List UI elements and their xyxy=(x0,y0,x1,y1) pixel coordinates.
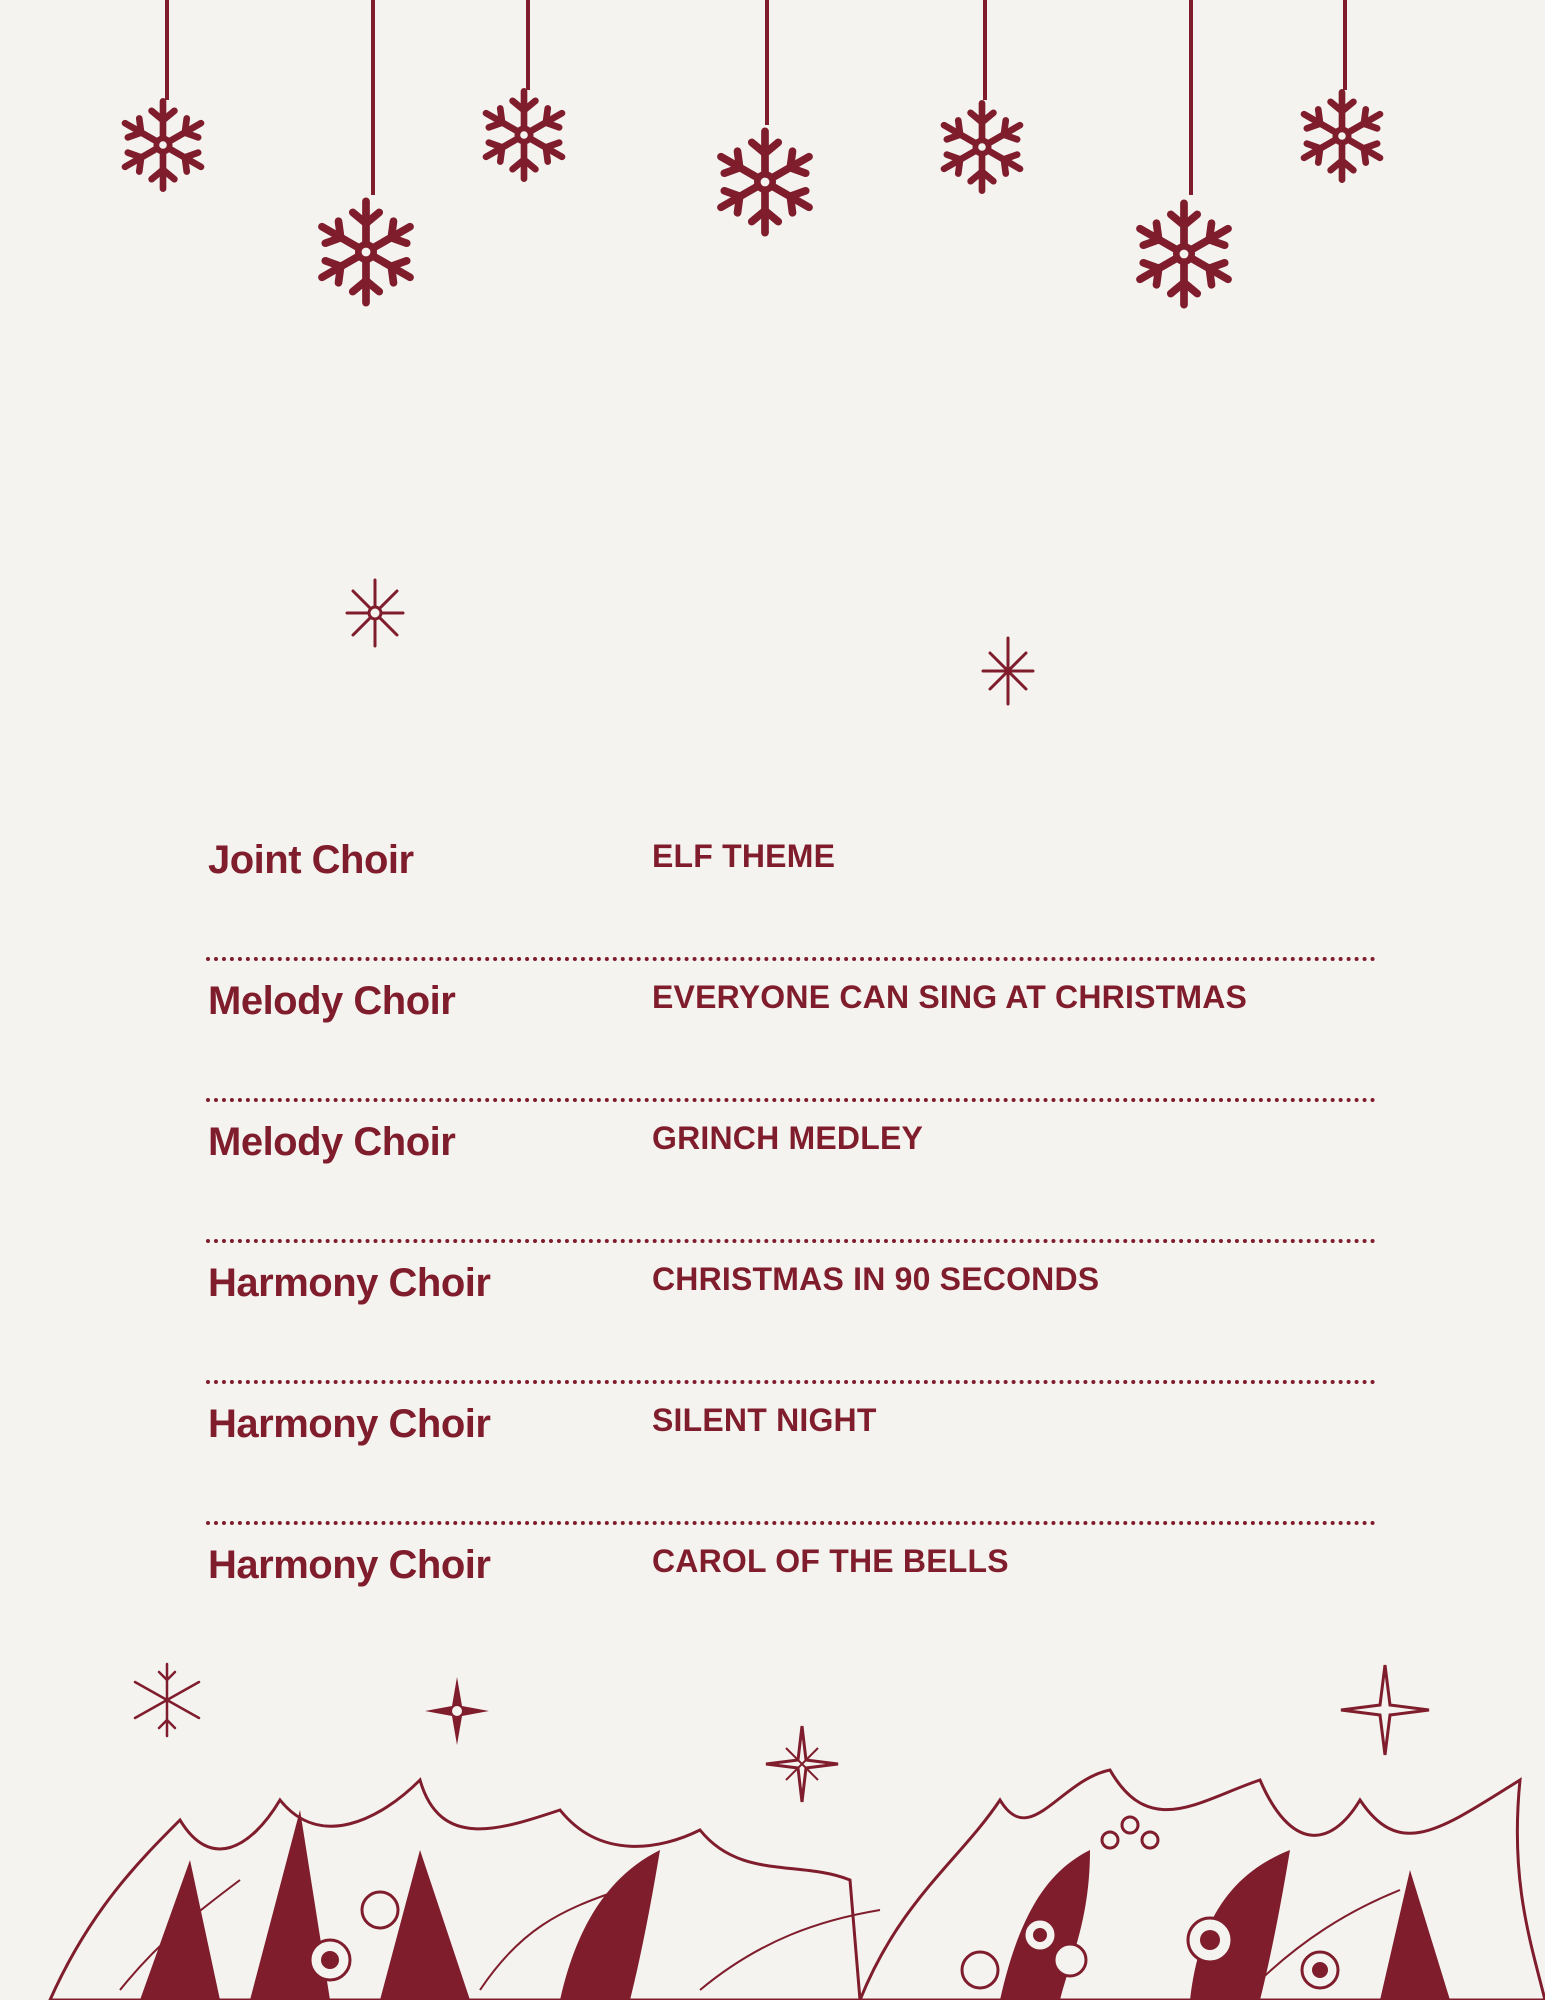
star-icon xyxy=(424,1676,490,1746)
song-title: CHRISTMAS IN 90 SECONDS xyxy=(652,1261,1100,1297)
program-row xyxy=(206,1525,1376,1666)
program-list xyxy=(206,820,1376,1666)
song-title: CAROL OF THE BELLS xyxy=(652,1543,1009,1579)
choir-name: Harmony Choir xyxy=(208,1402,491,1446)
program-row xyxy=(206,1102,1376,1243)
song-title: GRINCH MEDLEY xyxy=(652,1120,924,1156)
song-title: SILENT NIGHT xyxy=(652,1402,877,1438)
choir-name: Melody Choir xyxy=(208,1120,456,1164)
sparkle-icon xyxy=(978,636,1038,706)
snowflake-icon xyxy=(130,1662,204,1738)
choir-name: Joint Choir xyxy=(208,838,414,882)
program-row xyxy=(206,1243,1376,1384)
choir-name: Harmony Choir xyxy=(208,1261,491,1305)
song-title: EVERYONE CAN SING AT CHRISTMAS xyxy=(652,979,1248,1015)
hanging-snowflakes-icon xyxy=(0,0,1545,330)
sparkle-icon xyxy=(340,578,410,648)
program-row xyxy=(206,1384,1376,1525)
program-row xyxy=(206,961,1376,1102)
holly-poinsettia-foliage-icon xyxy=(0,1740,1545,2000)
choir-name: Melody Choir xyxy=(208,979,456,1023)
program-row xyxy=(206,820,1376,961)
song-title: ELF THEME xyxy=(652,838,836,874)
choir-name: Harmony Choir xyxy=(208,1543,491,1587)
